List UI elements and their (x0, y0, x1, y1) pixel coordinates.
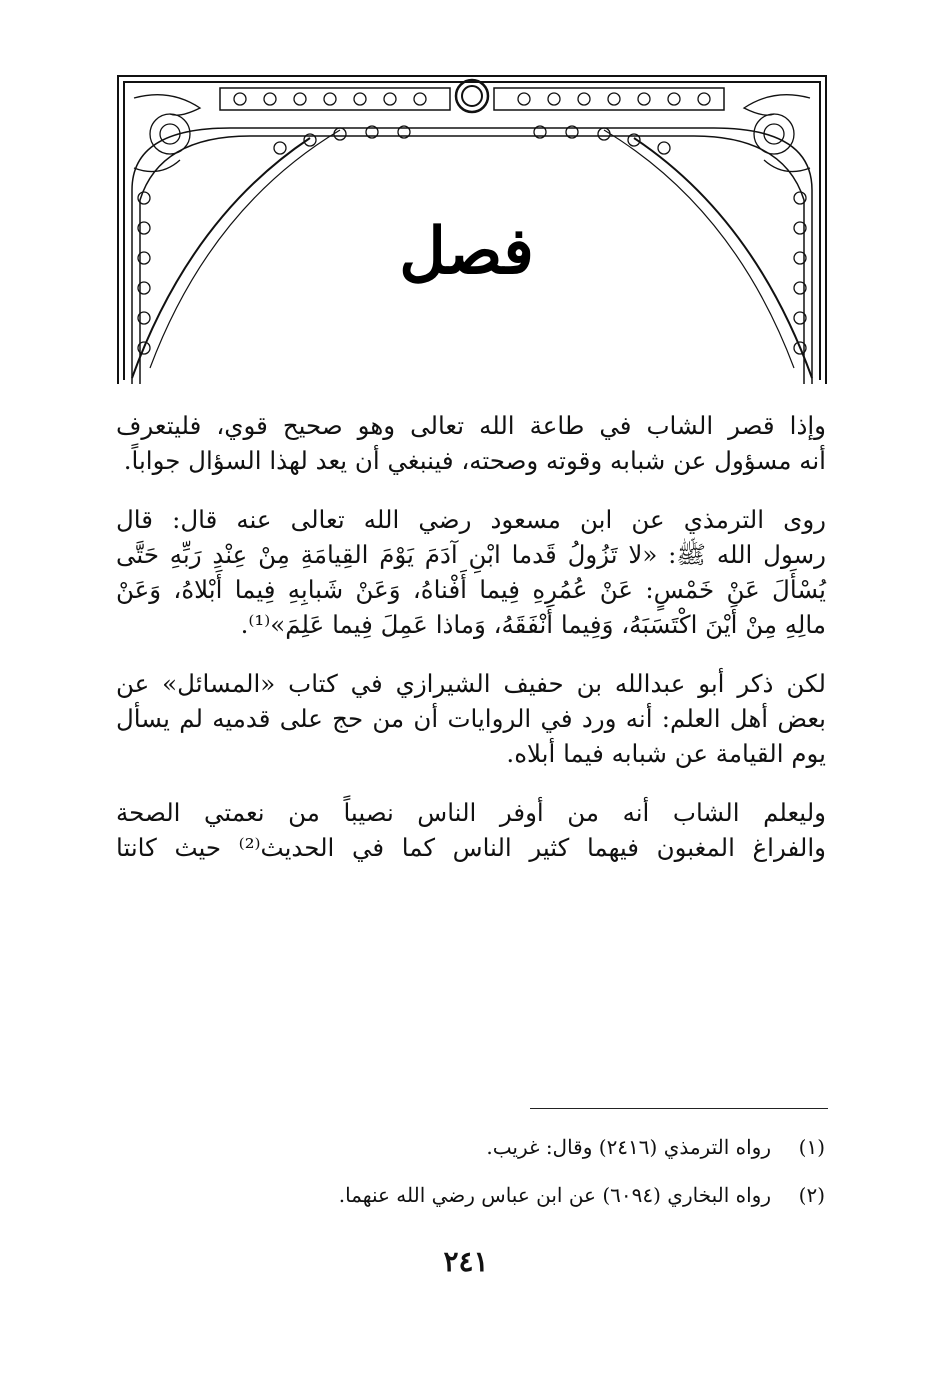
text-line: وليعلم الشاب أنه من أوفر الناس نصيباً من نعمتي الصحة (116, 797, 826, 827)
text-line: مالِهِ مِنْ أَيْنَ اكْتَسَبَهُ، وَفِيما أَنْفَقَهُ، وَماذا عَمِلَ فِيما عَلِمَ»⁽¹⁾. (240, 610, 826, 640)
footnote-item (300, 1178, 825, 1226)
footnote-text: رواه الترمذي (٢٤١٦) وقال: غريب. (486, 1135, 771, 1159)
footnote-text: رواه البخاري (٦٠٩٤) عن ابن عباس رضي الله عنهما. (338, 1183, 771, 1207)
text-line: يوم القيامة عن شبابه فيما أبلاه. (506, 739, 826, 769)
footnote-separator (530, 1108, 828, 1109)
footnotes (300, 1130, 825, 1226)
paragraph (116, 666, 826, 772)
page-number: ٢٤١ (443, 1245, 489, 1278)
body-text (116, 408, 826, 865)
footnote-marker: (٢) (798, 1183, 825, 1207)
text-line: بعض أهل العلم: أنه ورد في الروايات أن من حج على قدميه لم يسأل (116, 704, 826, 734)
paragraph (116, 795, 826, 866)
paragraph (116, 502, 826, 643)
text-line: لكن ذكر أبو عبدالله بن حفيف الشيرازي في كتاب «المسائل» عن (116, 668, 826, 698)
text-line: روى الترمذي عن ابن مسعود رضي الله تعالى عنه قال: قال (116, 504, 826, 534)
footnote-item (300, 1130, 825, 1178)
section-heading: فصل (399, 214, 534, 289)
text-line: أنه مسؤول عن شبابه وقوته وصحته، فينبغي أن يعد لهذا السؤال جواباً. (123, 446, 826, 476)
paragraph (116, 408, 826, 479)
text-line: رسول الله ﷺ: «لا تَزُولُ قَدما ابْنِ آدَمَ يَوْمَ القِيامَةِ مِنْ عِنْدِ رَبِّهِ حَتَّى (116, 539, 826, 569)
footnote-marker: (١) (798, 1135, 825, 1159)
text-line: والفراغ المغبون فيهما كثير الناس كما في الحديث⁽²⁾ حيث كانتا (116, 832, 826, 862)
text-line: وإذا قصر الشاب في طاعة الله تعالى وهو صحيح قوي، فليتعرف (116, 411, 826, 440)
text-line: يُسْأَلَ عَنْ خَمْسٍ: عَنْ عُمُرِهِ فِيما أَفْناهُ، وَعَنْ شَبابِهِ فِيما أَبْلاهُ، وَعَنْ (116, 575, 826, 605)
